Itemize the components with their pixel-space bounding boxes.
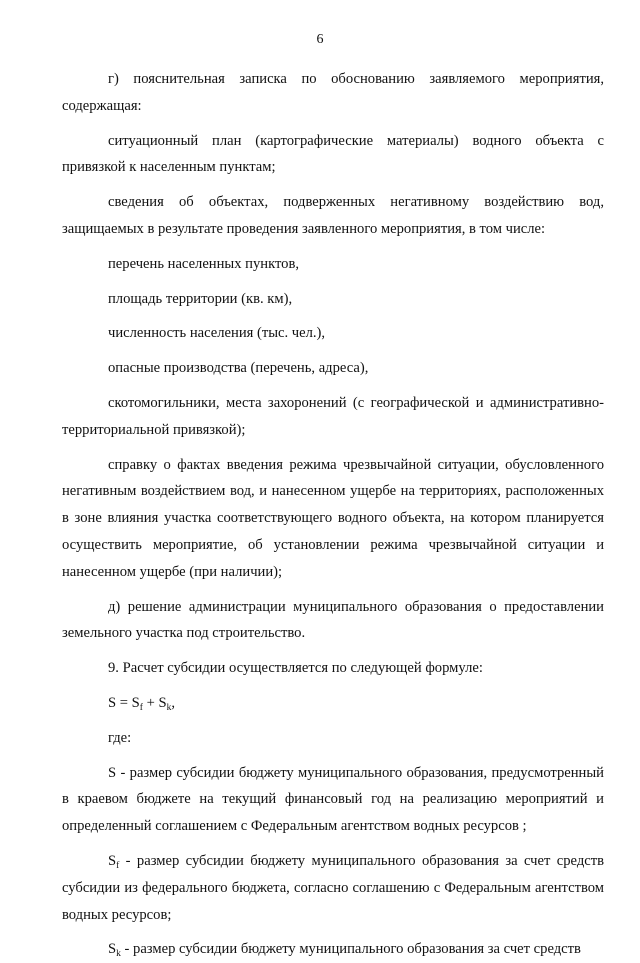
list-item-area: площадь территории (кв. км), [108, 290, 293, 307]
definition-sf-symbol: S [108, 852, 117, 869]
formula [62, 690, 604, 717]
definition-sk [62, 936, 604, 963]
formula-sub-k: k [166, 702, 172, 713]
definition-sk-symbol: S [108, 941, 117, 958]
list-item-hazardous-facilities: опасные производства (перечень, адреса), [108, 360, 369, 377]
page-number: 6 [316, 32, 324, 47]
formula-plus: + S [142, 694, 167, 711]
paragraph-emergency-report: справку о фактах введения режима чрезвычайной ситуации, обусловленного негативным воздействием вод, и нанесенном ущербе на территориях, расположенных в зоне влияния участка соответствующего водного объекта, на котором планируется осуществить мероприятие, об установлении режима чрезвычайной ситуации и нанесенном ущербе (при наличии); [62, 456, 604, 580]
formula-comma: , [171, 694, 175, 711]
paragraph-explanatory-note: г) пояснительная записка по обоснованию заявляемого мероприятия, содержащая: [62, 71, 604, 114]
document-body [62, 58, 604, 963]
list-item-population: численность населения (тыс. чел.), [108, 325, 326, 342]
paragraph-objects-info: сведения об объектах, подверженных негативному воздействию вод, защищаемых в результате проведения заявленного мероприятия, в том числе: [62, 194, 604, 237]
list-item-settlements: перечень населенных пунктов, [108, 255, 300, 272]
paragraph-municipal-decision: д) решение администрации муниципального образования о предоставлении земельного участка под строительство. [62, 598, 604, 642]
definition-sk-sub: k [116, 949, 121, 960]
formula-sub-f: f [139, 702, 143, 713]
formula-lhs: S = S [108, 694, 140, 711]
paragraph-situation-plan: ситуационный план (картографические материалы) водного объекта с привязкой к населенным пунктам; [62, 132, 604, 176]
list-item-burial-sites: скотомогильники, места захоронений (с географической и административно-территориальной привязкой); [62, 394, 604, 438]
definition-s: S - размер субсидии бюджету муниципального образования, предусмотренный в краевом бюджете на текущий финансовый год на реализацию мероприятий и определенный соглашением с Федеральным агентством водных ресурсов ; [62, 764, 604, 835]
paragraph-subsidy-calculation: 9. Расчет субсидии осуществляется по следующей формуле: [108, 660, 483, 677]
definition-sk-text: - размер субсидии бюджету муниципального образования за счет средств [120, 941, 581, 958]
definition-sf [62, 848, 604, 928]
where-label: где: [108, 729, 132, 746]
definition-sf-sub: f [116, 860, 120, 871]
definition-sf-text: - размер субсидии бюджету муниципального образования за счет средств субсидии из федерального бюджета, согласно соглашению с Федеральным агентством водных ресурсов; [62, 852, 604, 923]
